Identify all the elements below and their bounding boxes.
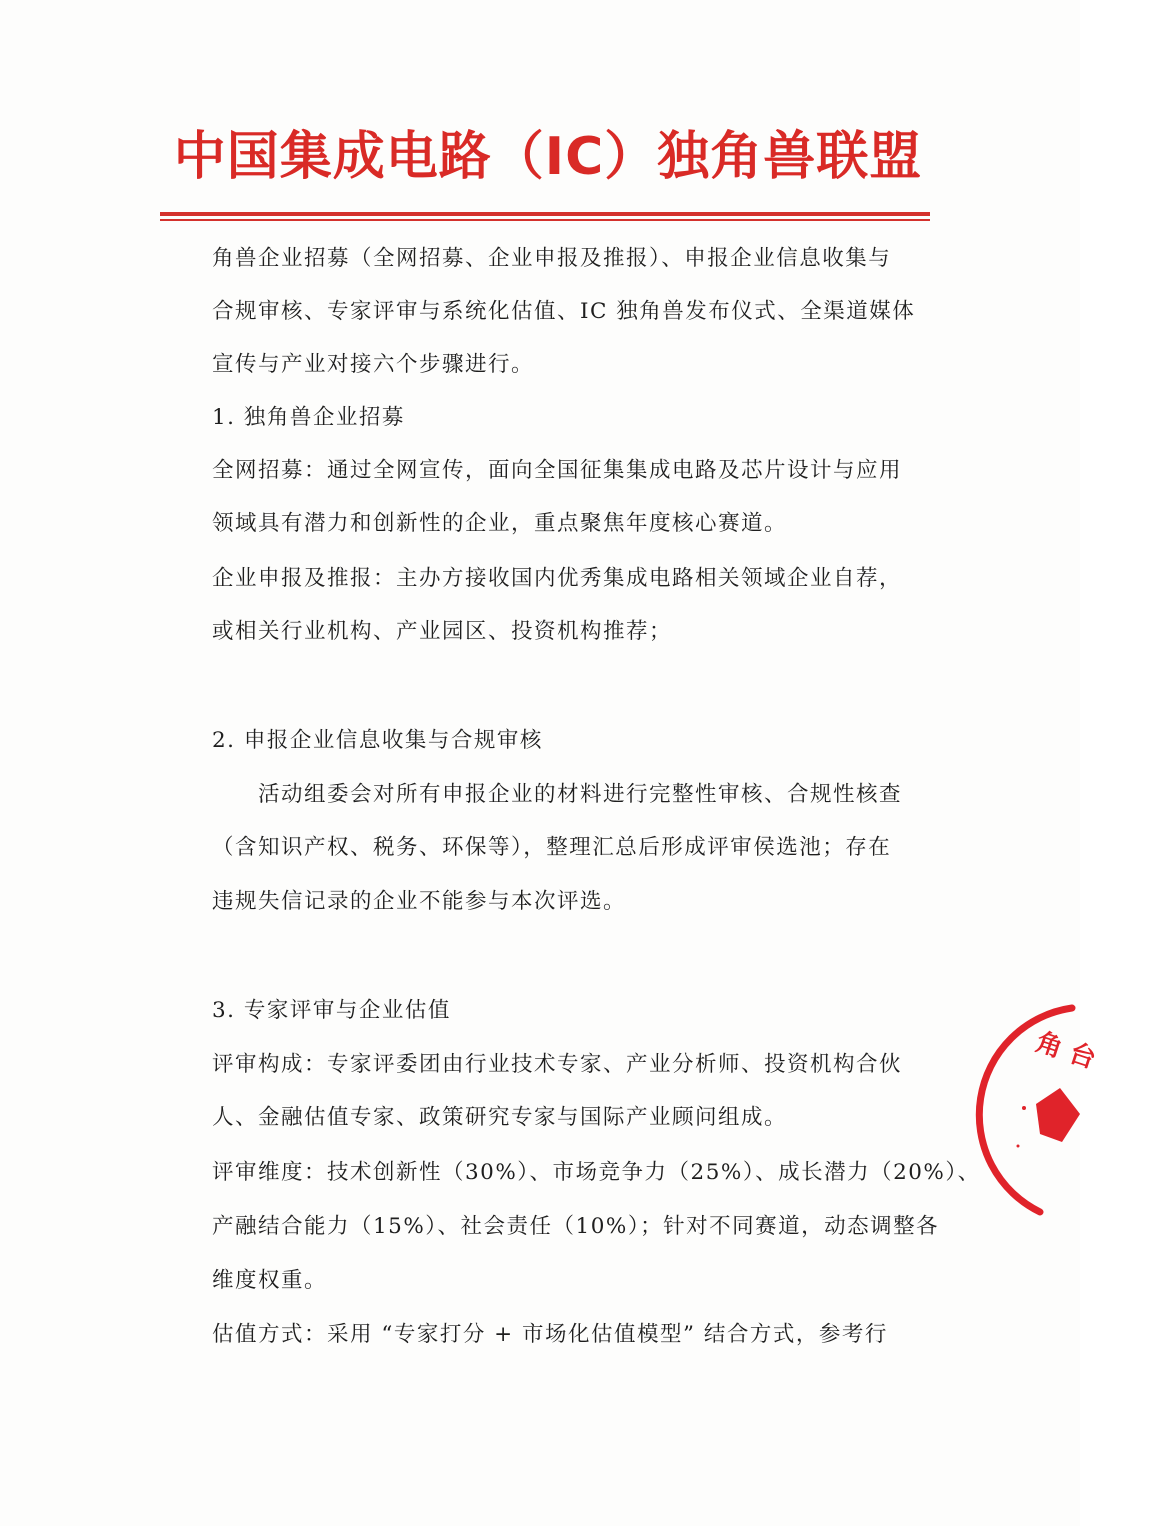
letterhead-rule-thick: [160, 212, 930, 216]
red-seal-stamp: [1000, 996, 1150, 1226]
section-2-p1-line-2: （含知识产权、税务、环保等），整理汇总后形成评审侯选池；存在: [212, 835, 892, 860]
letterhead-title: 中国集成电路（IC）独角兽联盟: [173, 127, 923, 187]
seal-speck: [1017, 1145, 1020, 1148]
seal-speck: [1022, 1106, 1026, 1110]
seal-text: 角 台: [1032, 1027, 1100, 1075]
section-3-p2-line-3: 维度权重。: [212, 1268, 328, 1293]
intro-line-1: 角兽企业招募（全网招募、企业申报及推报）、申报企业信息收集与: [212, 246, 892, 271]
section-3-p1-line-1: 评审构成：专家评委团由行业技术专家、产业分析师、投资机构合伙: [212, 1052, 903, 1077]
section-1-heading: 1. 独角兽企业招募: [212, 405, 405, 430]
section-2-heading: 2. 申报企业信息收集与合规审核: [212, 728, 543, 753]
intro-line-3: 宣传与产业对接六个步骤进行。: [212, 352, 535, 377]
section-1-p1-line-2: 领域具有潜力和创新性的企业，重点聚焦年度核心赛道。: [212, 511, 788, 536]
section-1-p1-line-1: 全网招募：通过全网宣传，面向全国征集集成电路及芯片设计与应用: [212, 458, 903, 483]
section-1-p2-line-2: 或相关行业机构、产业园区、投资机构推荐；: [212, 619, 673, 644]
letterhead-rule-thin: [160, 219, 930, 221]
section-3-p2-line-1: 评审维度：技术创新性（30%）、市场竞争力（25%）、成长潜力（20%）、: [212, 1160, 981, 1185]
intro-line-2: 合规审核、专家评审与系统化估值、IC 独角兽发布仪式、全渠道媒体: [212, 299, 916, 324]
section-2-p1-line-1: 活动组委会对所有申报企业的材料进行完整性审核、合规性核查: [258, 782, 903, 807]
section-2-p1-line-3: 违规失信记录的企业不能参与本次评选。: [212, 889, 627, 914]
section-3-p1-line-2: 人、金融估值专家、政策研究专家与国际产业顾问组成。: [212, 1105, 788, 1130]
section-3-p2-line-2: 产融结合能力（15%）、社会责任（10%）；针对不同赛道，动态调整各: [212, 1214, 940, 1239]
seal-star: [1036, 1088, 1080, 1142]
section-3-heading: 3. 专家评审与企业估值: [212, 998, 451, 1023]
section-1-p2-line-1: 企业申报及推报：主办方接收国内优秀集成电路相关领域企业自荐，: [212, 566, 903, 591]
section-3-p3-line-1: 估值方式：采用 “专家打分 + 市场化估值模型” 结合方式，参考行: [212, 1322, 888, 1347]
